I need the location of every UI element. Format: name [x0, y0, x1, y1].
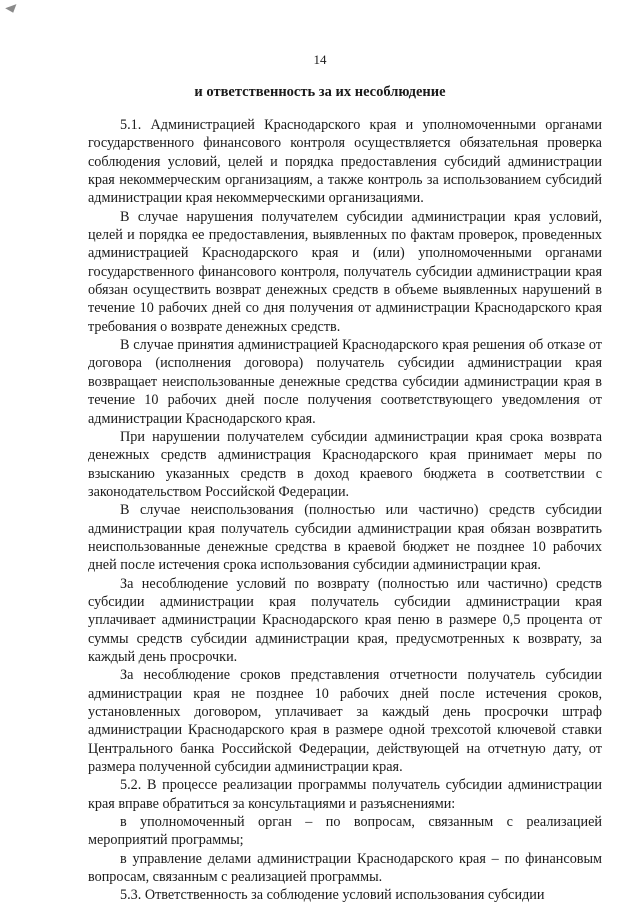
paragraph-authorized-body: в уполномоченный орган – по вопросам, связанным с реализацией мероприятий программы;: [88, 814, 602, 849]
paragraph-5-3: 5.3. Ответственность за соблюдение условий использования субсидии: [120, 887, 545, 904]
paragraph-5-2: 5.2. В процессе реализации программы получатель субсидии администрации края вправе обратиться за консультациями и разъяснениями:: [88, 777, 602, 812]
paragraph-violation-return: В случае нарушения получателем субсидии администрации края условий, целей и порядка ее предоставления, выявленных по фактам проверок, проведенных администрацией Краснодарского края и (или) уполномоченными органами государственного финансового контроля, получатель субсидии администрации края обязан осуществить возврат денежных средств в объеме выявленных нарушений в течение 10 рабочих дней со дня получения от администрации Краснодарского края требования о возврате денежных средств.: [88, 208, 602, 335]
paragraph-unused-funds: В случае неиспользования (полностью или частично) средств субсидии администрации края получатель субсидии администрации края обязан возвратить неиспользованные денежные средства в краевой бюджет не позднее 10 рабочих дней после истечения срока использования субсидии администрации края.: [88, 502, 602, 574]
paragraph-return-deadline-breach: При нарушении получателем субсидии администрации края срока возврата денежных средств администрация Краснодарского края принимает меры по взысканию указанных средств в доход краевого бюджета в соответствии с законодательством Российской Федерации.: [88, 428, 602, 500]
document-body: [88, 116, 602, 905]
paragraph-administration-office: в управление делами администрации Краснодарского края – по финансовым вопросам, связанным с реализацией программы.: [88, 850, 602, 886]
paragraph-contract-refusal: В случае принятия администрацией Краснодарского края решения об отказе от договора (исполнения договора) получатель субсидии администрации края возвращает неиспользованные денежные средства субсидии администрации края в течение 10 рабочих дней после получения соответствующего уведомления от администрации Краснодарского края.: [88, 337, 602, 427]
paragraph-reporting-fine: За несоблюдение сроков представления отчетности получатель субсидии администрации края не позднее 10 рабочих дней после истечения сроков, установленных договором, уплачивает за каждый день просрочки штраф администрации Краснодарского края в размере одной трехсотой ключевой ставки Центрального банка Российской Федерации, действующей на отчетную дату, от размера полученной субсидии администрации края.: [88, 667, 602, 776]
section-heading: и ответственность за их несоблюдение: [194, 84, 446, 100]
corner-arrow-icon: [5, 4, 19, 15]
page-number: 14: [313, 52, 327, 67]
paragraph-5-1: 5.1. Администрацией Краснодарского края и уполномоченными органами государственного финансового контроля осуществляется обязательная проверка соблюдения условий, целей и порядка предоставления субсидий администрации края некоммерческим организациям, а также контроль за использованием субсидий администрации края некоммерческими организациями.: [88, 117, 602, 207]
paragraph-penalty: За несоблюдение условий по возврату (полностью или частично) средств субсидии администрации края получатель субсидии администрации края уплачивает администрации Краснодарского края пеню в размере 0,5 процента от суммы средств субсидии администрации края, предусмотренных к возврату, за каждый день просрочки.: [88, 575, 602, 665]
